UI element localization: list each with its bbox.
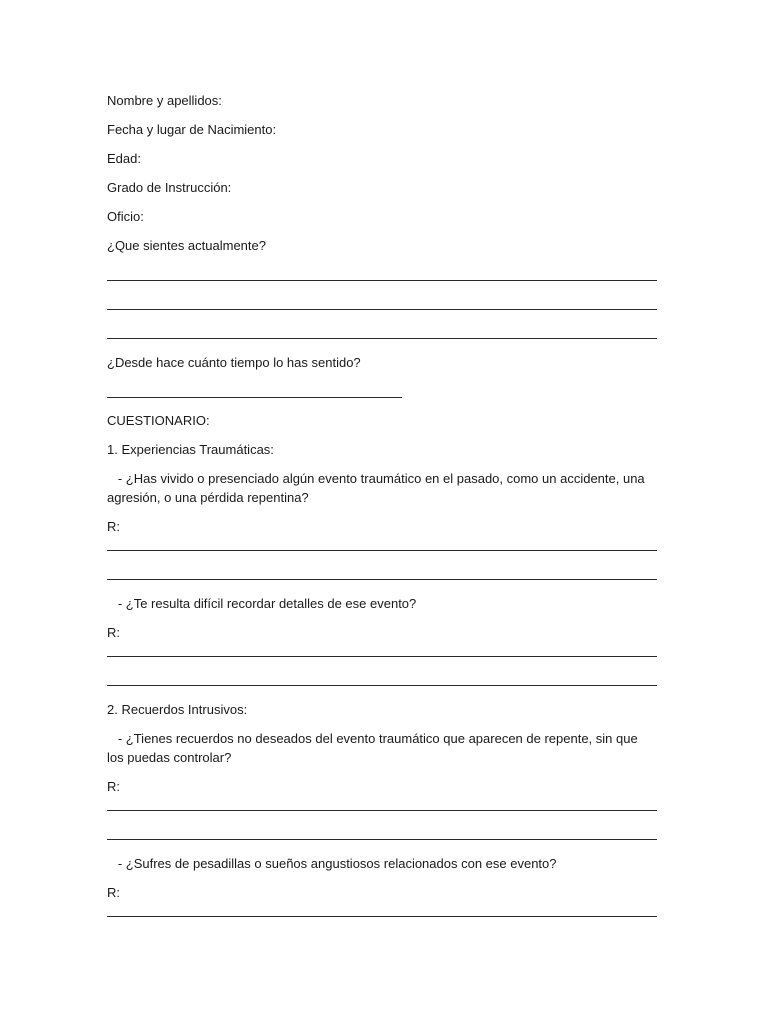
section-1-question-2: - ¿Te resulta difícil recordar detalles de ese evento? bbox=[107, 596, 417, 611]
questionnaire-title: CUESTIONARIO: bbox=[107, 413, 210, 428]
occupation-label: Oficio: bbox=[107, 209, 144, 224]
feeling-question: ¿Que sientes actualmente? bbox=[107, 238, 266, 253]
answer-label: R: bbox=[107, 625, 120, 640]
answer-line bbox=[107, 810, 657, 811]
answer-line bbox=[107, 916, 657, 917]
age-label: Edad: bbox=[107, 151, 141, 166]
duration-question: ¿Desde hace cuánto tiempo lo has sentido? bbox=[107, 355, 361, 370]
answer-label: R: bbox=[107, 779, 120, 794]
answer-line bbox=[107, 280, 657, 281]
answer-line bbox=[107, 839, 657, 840]
answer-line bbox=[107, 685, 657, 686]
section-1-question-1: - ¿Has vivido o presenciado algún evento traumático en el pasado, como un accidente, una agresión, o una pérdida repentina? bbox=[107, 471, 649, 505]
birth-label: Fecha y lugar de Nacimiento: bbox=[107, 122, 277, 137]
section-2-title: 2. Recuerdos Intrusivos: bbox=[107, 702, 248, 717]
answer-label: R: bbox=[107, 519, 120, 534]
name-label: Nombre y apellidos: bbox=[107, 93, 222, 108]
section-2-question-2: - ¿Sufres de pesadillas o sueños angustiosos relacionados con ese evento? bbox=[107, 856, 557, 871]
answer-line bbox=[107, 338, 657, 339]
answer-line bbox=[107, 397, 402, 398]
answer-line bbox=[107, 550, 657, 551]
answer-line bbox=[107, 579, 657, 580]
section-2-question-1: - ¿Tienes recuerdos no deseados del evento traumático que aparecen de repente, sin que los puedas controlar? bbox=[107, 731, 642, 765]
education-label: Grado de Instrucción: bbox=[107, 180, 232, 195]
answer-label: R: bbox=[107, 885, 120, 900]
section-1-title: 1. Experiencias Traumáticas: bbox=[107, 442, 274, 457]
answer-line bbox=[107, 309, 657, 310]
answer-line bbox=[107, 656, 657, 657]
